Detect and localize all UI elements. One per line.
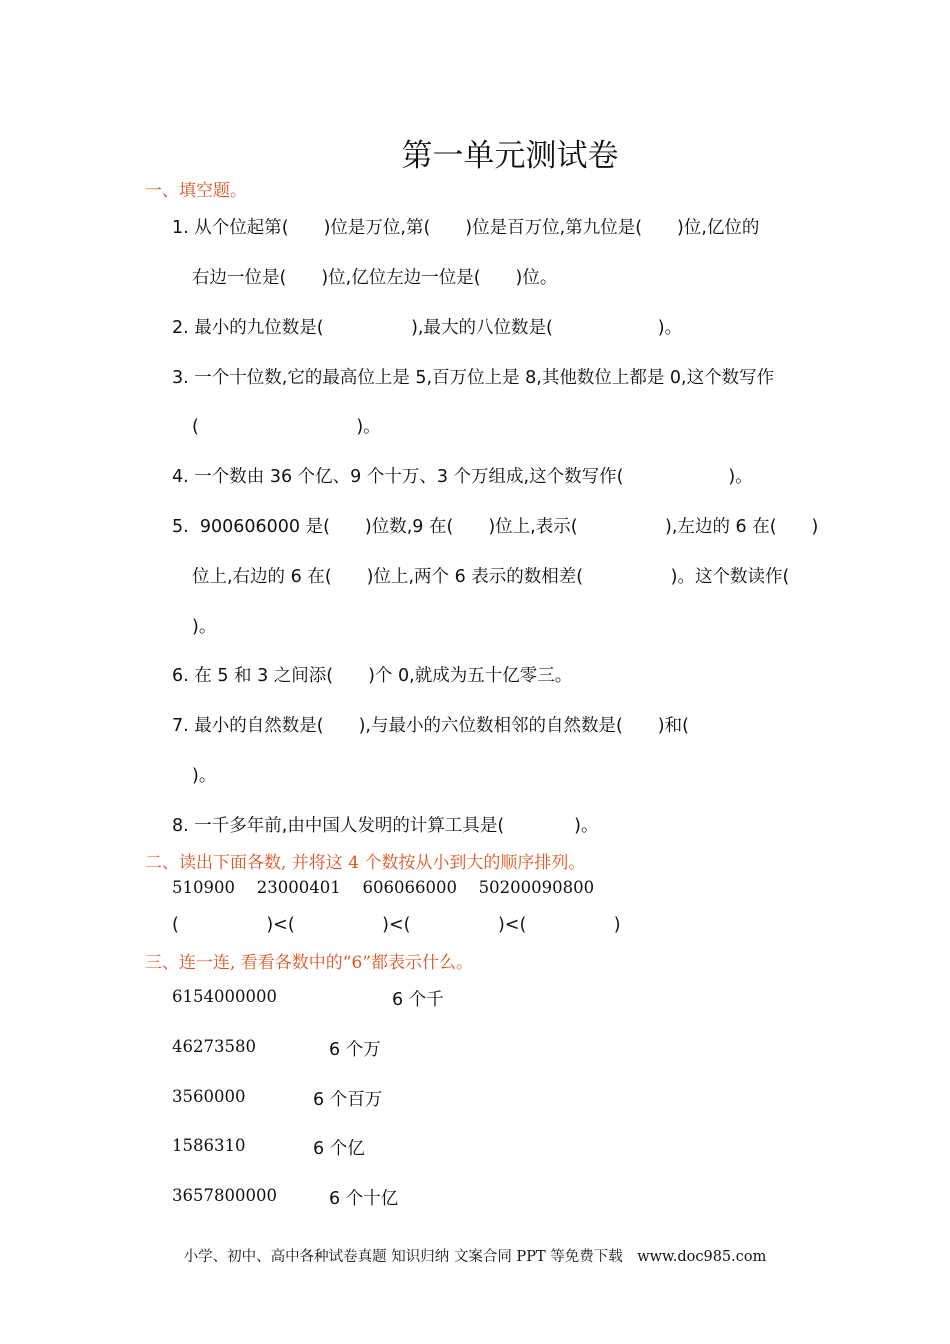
- match-number-3: 3560000: [172, 1087, 246, 1106]
- question-1-line-2: 右边一位是( )位,亿位左边一位是( )位。: [192, 268, 558, 288]
- section-1-heading: 一、填空题。: [145, 181, 247, 201]
- match-label-1: 6 个千: [392, 990, 444, 1010]
- section-2-heading: 二、读出下面各数, 并将这 4 个数按从小到大的顺序排列。: [145, 853, 586, 873]
- question-2: 2. 最小的九位数是( ),最大的八位数是( )。: [172, 318, 683, 338]
- match-label-4: 6 个亿: [313, 1139, 365, 1159]
- question-4: 4. 一个数由 36 个亿、9 个十万、3 个万组成,这个数写作( )。: [172, 467, 753, 487]
- page-footer: 小学、初中、高中各种试卷真题 知识归纳 文案合同 PPT 等免费下载 www.doc985.com: [183, 1249, 767, 1265]
- question-5-line-2: 位上,右边的 6 在( )位上,两个 6 表示的数相差( )。这个数读作(: [192, 567, 790, 587]
- page-title: 第一单元测试卷: [401, 138, 619, 174]
- question-6: 6. 在 5 和 3 之间添( )个 0,就成为五十亿零三。: [172, 666, 573, 686]
- match-number-4: 1586310: [172, 1136, 246, 1155]
- question-7-line-2: )。: [192, 766, 217, 786]
- match-number-5: 3657800000: [172, 1186, 277, 1205]
- question-5-line-3: )。: [192, 617, 217, 637]
- question-3-line-2: ( )。: [192, 417, 381, 437]
- question-5-line-1: 5. 900606000 是( )位数,9 在( )位上,表示( ),左边的 6 在( ): [172, 517, 819, 537]
- question-8: 8. 一千多年前,由中国人发明的计算工具是( )。: [172, 816, 599, 836]
- section-2-answer-line: ( )<( )<( )<( ): [172, 915, 621, 935]
- match-label-2: 6 个万: [329, 1040, 381, 1060]
- section-3-heading: 三、连一连, 看看各数中的“6”都表示什么。: [145, 953, 474, 973]
- question-1-line-1: 1. 从个位起第( )位是万位,第( )位是百万位,第九位是( )位,亿位的: [172, 218, 760, 238]
- match-label-5: 6 个十亿: [329, 1189, 399, 1209]
- match-number-2: 46273580: [172, 1037, 256, 1056]
- match-label-3: 6 个百万: [313, 1090, 383, 1110]
- section-2-numbers: 510900 23000401 606066000 50200090800: [172, 878, 595, 897]
- match-number-1: 6154000000: [172, 987, 277, 1006]
- question-3-line-1: 3. 一个十位数,它的最高位上是 5,百万位上是 8,其他数位上都是 0,这个数写作: [172, 368, 775, 388]
- question-7-line-1: 7. 最小的自然数是( ),与最小的六位数相邻的自然数是( )和(: [172, 716, 689, 736]
